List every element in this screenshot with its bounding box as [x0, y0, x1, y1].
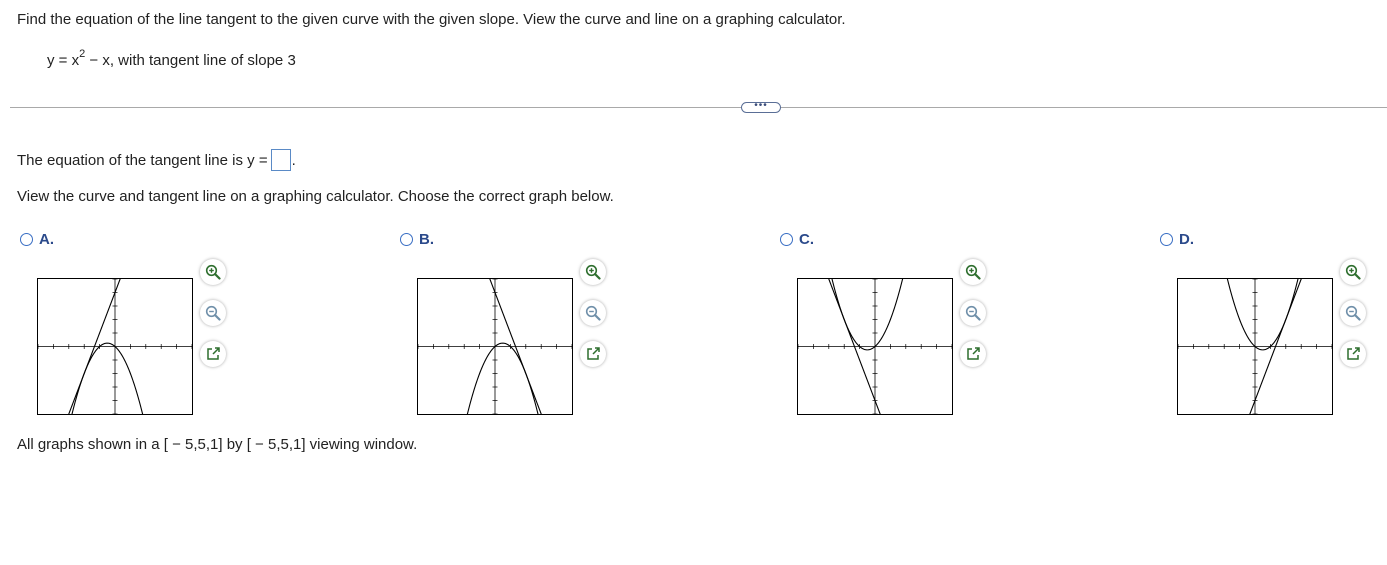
curve-equation — [47, 50, 296, 69]
choice-graph-c — [797, 278, 953, 415]
section-divider — [10, 107, 1387, 108]
choice-graph-d — [1177, 278, 1333, 415]
option-label: D. — [1179, 231, 1194, 248]
zoom-in-icon — [585, 264, 601, 280]
open-graph-button[interactable] — [1340, 341, 1366, 367]
option-label: B. — [419, 231, 434, 248]
open-graph-button[interactable] — [200, 341, 226, 367]
zoom-out-icon — [1345, 305, 1361, 321]
equation-suffix: − x, with tangent line of slope 3 — [85, 52, 296, 69]
external-link-icon — [965, 346, 981, 362]
more-dots-icon: ••• — [754, 100, 768, 111]
zoom-out-icon — [965, 305, 981, 321]
radio-button[interactable] — [400, 233, 413, 246]
viewing-window-note: All graphs shown in a [ − 5,5,1] by [ − 5,5,1] viewing window. — [17, 436, 418, 453]
option-d[interactable] — [1160, 231, 1194, 248]
open-graph-button[interactable] — [580, 341, 606, 367]
radio-button[interactable] — [780, 233, 793, 246]
option-label: A. — [39, 231, 54, 248]
zoom-out-icon — [205, 305, 221, 321]
choose-graph-text: View the curve and tangent line on a graphing calculator. Choose the correct graph below. — [17, 188, 614, 205]
tangent-answer-input[interactable] — [271, 149, 291, 171]
zoom-in-button[interactable] — [580, 259, 606, 285]
radio-button[interactable] — [1160, 233, 1173, 246]
external-link-icon — [205, 346, 221, 362]
external-link-icon — [585, 346, 601, 362]
tangent-answer-row — [17, 149, 296, 171]
question-instruction: Find the equation of the line tangent to the given curve with the given slope. View the curve and line on a graphing calculator. — [17, 11, 846, 28]
zoom-in-icon — [205, 264, 221, 280]
equation-exponent: 2 — [79, 48, 86, 60]
open-graph-button[interactable] — [960, 341, 986, 367]
zoom-in-button[interactable] — [200, 259, 226, 285]
choice-graph-a — [37, 278, 193, 415]
option-b[interactable] — [400, 231, 434, 248]
zoom-in-icon — [1345, 264, 1361, 280]
zoom-out-button[interactable] — [200, 300, 226, 326]
tangent-answer-prompt: The equation of the tangent line is y = — [17, 151, 268, 169]
answer-period: . — [291, 151, 296, 169]
zoom-out-button[interactable] — [1340, 300, 1366, 326]
zoom-out-button[interactable] — [580, 300, 606, 326]
option-a[interactable] — [20, 231, 54, 248]
zoom-out-icon — [585, 305, 601, 321]
zoom-out-button[interactable] — [960, 300, 986, 326]
equation-prefix: y = x — [47, 52, 80, 69]
option-label: C. — [799, 231, 814, 248]
external-link-icon — [1345, 346, 1361, 362]
option-c[interactable] — [780, 231, 814, 248]
zoom-in-button[interactable] — [960, 259, 986, 285]
zoom-in-button[interactable] — [1340, 259, 1366, 285]
radio-button[interactable] — [20, 233, 33, 246]
choice-graph-b — [417, 278, 573, 415]
zoom-in-icon — [965, 264, 981, 280]
show-more-button[interactable] — [741, 102, 781, 113]
